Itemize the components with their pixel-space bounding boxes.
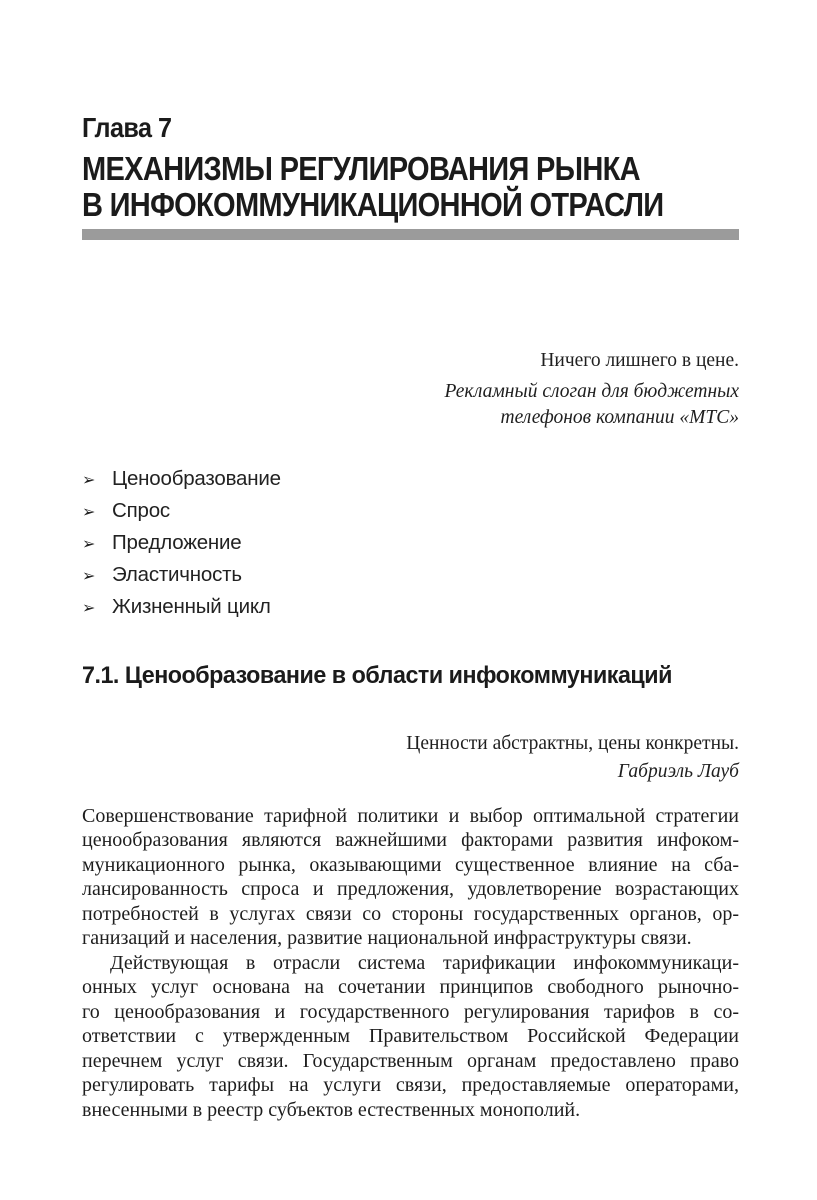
body-line: муникационного рынка, оказывающими существенное влияние на сба-: [82, 853, 739, 876]
epigraph-2: [82, 731, 739, 785]
arrow-bullet-icon: ➢: [82, 536, 96, 553]
body-line: онных услуг основана на сочетании принципов свободного рыночно-: [82, 976, 739, 998]
arrow-bullet-icon: ➢: [82, 568, 96, 585]
chapter-title: [82, 151, 739, 222]
epigraph-quote: Ценности абстрактны, цены конкретны.: [406, 733, 739, 754]
topic-list-item: [82, 468, 739, 491]
chapter-title-line: МЕХАНИЗМЫ РЕГУЛИРОВАНИЯ РЫНКА: [82, 150, 640, 187]
body-line: Совершенствование тарифной политики и выбор оптимальной стратегии: [82, 804, 739, 827]
body-line: ганизаций и населения, развитие национальной инфраструктуры связи.: [82, 927, 692, 949]
arrow-bullet-icon: ➢: [82, 504, 96, 521]
topic-list-item: [82, 532, 739, 555]
topic-label: Спрос: [112, 499, 170, 522]
epigraph-source-line: Габриэль Лауб: [617, 761, 739, 782]
epigraph-quote: Ничего лишнего в цене.: [540, 350, 739, 371]
epigraph-source: [82, 379, 739, 430]
epigraph-source: [82, 759, 739, 785]
body-line: го ценообразования и государственного регулирования тарифов в со-: [82, 1000, 739, 1023]
chapter-title-line: В ИНФОКОММУНИКАЦИОННОЙ ОТРАСЛИ: [82, 185, 664, 223]
topic-label: Эластичность: [112, 563, 242, 586]
topic-list: [82, 468, 739, 619]
topic-list-item: [82, 564, 739, 587]
arrow-bullet-icon: ➢: [82, 600, 96, 617]
topic-label: Предложение: [112, 531, 242, 554]
section-heading: 7.1. Ценообразование в области инфокоммуникаций: [82, 662, 672, 689]
body-paragraph-2: [82, 951, 739, 1123]
body-line: Действующая в отрасли система тарификации инфокоммуникаци-: [110, 951, 739, 974]
epigraph-source-line: Рекламный слоган для бюджетных: [444, 381, 739, 402]
chapter-rule: [82, 229, 739, 240]
topic-list-item: [82, 500, 739, 523]
epigraph-1: [82, 348, 739, 430]
chapter-header: [82, 112, 739, 240]
topic-label: Жизненный цикл: [112, 595, 271, 618]
chapter-number: Глава 7: [82, 112, 172, 143]
body-text: [82, 804, 739, 1123]
arrow-bullet-icon: ➢: [82, 472, 96, 489]
body-line: перечнем услуг связи. Государственным органам предоставлено право: [82, 1049, 739, 1072]
epigraph-source-line: телефонов компании «МТС»: [500, 406, 739, 428]
body-line: потребностей в услугах связи со стороны государственных органов, ор-: [82, 902, 739, 925]
body-line: ценообразования являются важнейшими факторами развития инфоком-: [82, 829, 739, 851]
body-line: лансированность спроса и предложения, удовлетворение возрастающих: [82, 878, 739, 900]
body-line: регулировать тарифы на услуги связи, предоставляемые операторами,: [82, 1074, 739, 1096]
topic-label: Ценообразование: [112, 467, 281, 490]
body-line: ответствии с утвержденным Правительством Российской Федерации: [82, 1025, 739, 1047]
body-paragraph-1: [82, 804, 739, 951]
topic-list-item: [82, 596, 739, 619]
body-line: внесенными в реестр субъектов естественных монополий.: [82, 1098, 581, 1121]
